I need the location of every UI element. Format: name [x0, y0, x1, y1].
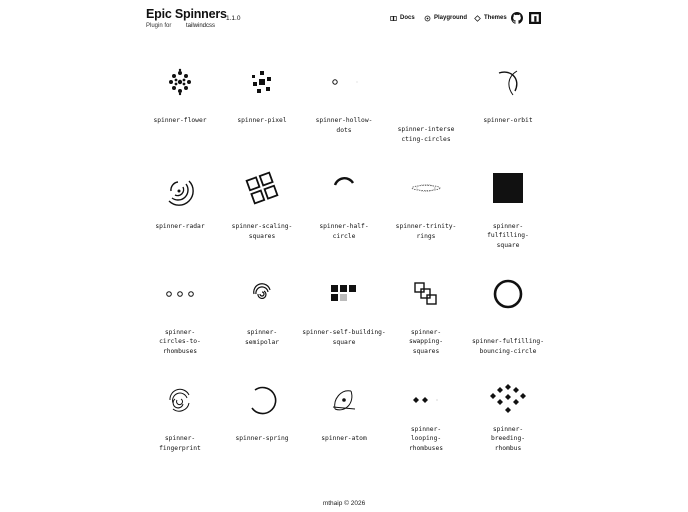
spinner-card[interactable] [467, 370, 549, 476]
spinner-card[interactable] [221, 264, 303, 370]
breeding-rhombus-icon [488, 383, 528, 417]
spinner-name: spinner-fingerprint [159, 435, 201, 452]
version-badge: 1.1.0 [226, 15, 241, 22]
spinner-preview [237, 264, 287, 324]
spinner-preview [401, 370, 451, 430]
atom-icon [329, 385, 359, 415]
spinner-preview [155, 52, 205, 112]
spinner-name: spinner-fulfilling-bouncing-circle [471, 338, 545, 355]
nav-docs[interactable] [390, 11, 415, 25]
spinner-card[interactable] [303, 158, 385, 264]
spinner-card[interactable] [385, 52, 467, 158]
spinner-name: spinner-scaling-squares [231, 223, 293, 240]
nav-docs-label: Docs [400, 15, 415, 21]
spinner-name: spinner-pixel [237, 116, 287, 124]
spinner-card[interactable] [385, 264, 467, 370]
spinner-card[interactable] [385, 370, 467, 476]
spinner-preview [319, 264, 369, 324]
spinner-preview [483, 264, 533, 324]
spinner-preview [319, 52, 369, 112]
flower-icon [165, 67, 195, 97]
spinner-preview [401, 264, 451, 324]
nav-playground-label: Playground [434, 15, 468, 21]
scaling-squares-icon [245, 171, 279, 205]
header [0, 0, 688, 40]
spinner-card[interactable] [303, 52, 385, 158]
site-title[interactable]: Epic Spinners [146, 7, 227, 21]
spinner-name: spinner-fulfilling-square [487, 222, 529, 249]
fulfilling-bouncing-circle-icon [493, 279, 523, 309]
spinner-card[interactable] [139, 158, 221, 264]
spinner-card[interactable] [139, 264, 221, 370]
book-icon [390, 15, 397, 22]
spinner-name: spinner-flower [153, 116, 207, 124]
spinner-preview [483, 370, 533, 430]
spinner-name: spinner-trinity-rings [395, 223, 457, 240]
spinner-name: spinner-intersecting-circles [397, 126, 455, 143]
spinner-name: spinner-radar [155, 222, 205, 230]
palette-icon [474, 15, 481, 22]
spinner-name: spinner-self-building-square [302, 329, 386, 346]
spinner-card[interactable] [303, 264, 385, 370]
hollow-dots-icon [329, 77, 359, 87]
playground-icon [424, 15, 431, 22]
pixel-icon [248, 68, 276, 96]
spinner-card[interactable] [139, 370, 221, 476]
spinner-card[interactable] [467, 52, 549, 158]
spinner-preview [319, 158, 369, 218]
spinner-name: spinner-circles-to-rhombuses [159, 328, 201, 355]
half-circle-icon [329, 173, 359, 203]
spinner-card[interactable] [303, 370, 385, 476]
fingerprint-icon [165, 385, 195, 415]
looping-rhombuses-icon [411, 395, 441, 405]
spinner-preview [237, 158, 287, 218]
npm-icon[interactable] [529, 12, 541, 24]
radar-icon [165, 173, 195, 203]
spinner-card[interactable] [221, 370, 303, 476]
orbit-icon [493, 67, 523, 97]
footer-credit: mthaip © 2026 [322, 500, 366, 507]
tailwindcss-link[interactable]: tailwindcss [186, 23, 216, 29]
spinner-name: spinner-atom [321, 434, 367, 442]
spinner-preview [155, 370, 205, 430]
spinner-preview [237, 52, 287, 112]
circles-to-rhombuses-icon [164, 289, 196, 299]
spinner-card[interactable] [221, 52, 303, 158]
spinner-name: spinner-looping-rhombuses [408, 425, 444, 452]
spinner-preview [483, 52, 533, 112]
nav-playground[interactable] [424, 11, 467, 25]
semipolar-icon [250, 282, 274, 306]
spinner-name: spinner-breeding-rhombus [490, 425, 526, 452]
spinner-name: spinner-semipolar [244, 329, 280, 346]
spinner-preview [155, 158, 205, 218]
spinner-card[interactable] [139, 52, 221, 158]
spinner-name: spinner-half-circle [319, 223, 369, 240]
spinner-preview [483, 158, 533, 218]
github-icon[interactable] [511, 12, 523, 24]
spinner-preview [155, 264, 205, 324]
trinity-rings-icon [409, 181, 443, 195]
spinner-name: spinner-swapping-squares [408, 328, 444, 355]
spinner-name: spinner-hollow-dots [315, 117, 373, 134]
spinner-preview [401, 158, 451, 218]
plugin-for-text: Plugin for [146, 23, 172, 29]
spinner-name: spinner-orbit [483, 116, 533, 124]
spinner-card[interactable] [385, 158, 467, 264]
spring-icon [246, 384, 278, 416]
spinner-name: spinner-spring [235, 434, 289, 442]
fulfilling-square-icon [493, 173, 523, 203]
spinner-card[interactable] [467, 158, 549, 264]
nav-themes-label: Themes [484, 15, 507, 21]
spinner-preview [237, 370, 287, 430]
spinner-preview [401, 52, 451, 112]
spinner-card[interactable] [221, 158, 303, 264]
self-building-square-icon [330, 284, 358, 304]
swapping-squares-icon [413, 281, 439, 307]
spinner-preview [319, 370, 369, 430]
spinner-card[interactable] [467, 264, 549, 370]
nav-themes[interactable] [474, 11, 507, 25]
